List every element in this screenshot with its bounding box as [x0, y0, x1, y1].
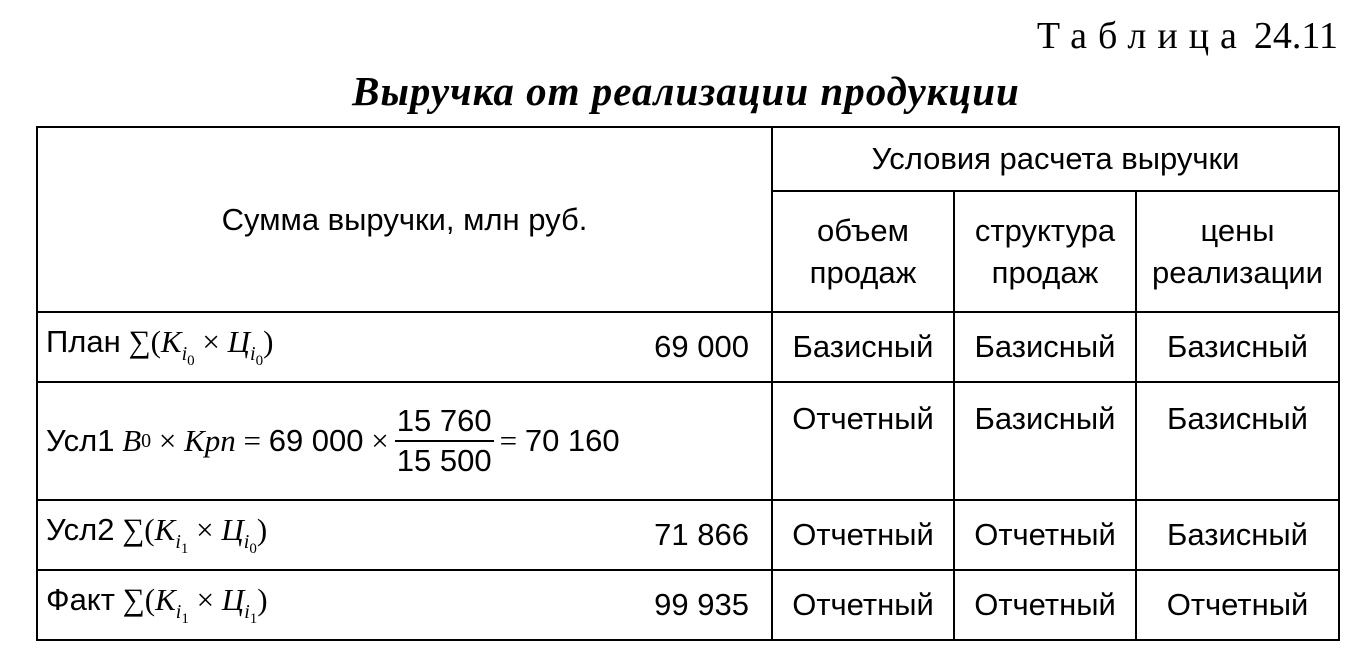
table-row-fact [37, 570, 1339, 640]
cell-fact-volume: Отчетный [772, 570, 954, 640]
cell-usl1-prices: Базисный [1136, 382, 1339, 500]
table-title: Выручка от реализации продукции [352, 68, 1020, 114]
header-structure: структура продаж [954, 191, 1136, 312]
table-word: Таблица [1036, 15, 1248, 57]
table-number: 24.11 [1253, 15, 1338, 57]
table-row-usl2 [37, 500, 1339, 570]
header-volume: объем продаж [772, 191, 954, 312]
cell-plan-prices: Базисный [1136, 312, 1339, 382]
cell-usl1-structure: Базисный [954, 382, 1136, 500]
row-amount-usl1: 70 160 [524, 423, 620, 458]
row-amount-usl2: 71 866 [654, 517, 749, 552]
cell-usl2-volume: Отчетный [772, 500, 954, 570]
table-row-plan [37, 312, 1339, 382]
table-row-usl1 [37, 382, 1339, 500]
cell-plan-volume: Базисный [772, 312, 954, 382]
cell-usl2-structure: Отчетный [954, 500, 1136, 570]
usl1-fraction: $\frac{15 760}{15 500}$ [396, 403, 492, 478]
cell-usl1-volume: Отчетный [772, 382, 954, 500]
cell-fact-prices: Отчетный [1136, 570, 1339, 640]
cell-plan-structure: Базисный [954, 312, 1136, 382]
header-conditions: Условия расчета выручки [772, 127, 1339, 191]
revenue-table [36, 126, 1340, 641]
row-label-usl2: Усл2 $\sum(K_{i_1} \times Ц_{i_0})$ 71 866 [37, 500, 772, 570]
usl1-formula: Усл1 B 0 × Крп = 69 000 × $\frac{15 760}{15 500}$ = 70 160 [46, 403, 620, 478]
row-amount-fact: 99 935 [654, 587, 749, 622]
header-prices: цены реализации [1136, 191, 1339, 312]
cell-fact-structure: Отчетный [954, 570, 1136, 640]
row-label-fact: Факт $\sum(K_{i_1} \times Ц_{i_1})$ 99 935 [37, 570, 772, 640]
cell-usl2-prices: Базисный [1136, 500, 1339, 570]
row-amount-plan: 69 000 [654, 329, 749, 364]
row-label-plan: План $\sum(K_{i_0} \times Ц_{i_0})$ 69 000 [37, 312, 772, 382]
table-number-label [1037, 14, 1338, 58]
header-amount: Сумма выручки, млн руб. [37, 127, 772, 312]
header-row-group [37, 127, 1339, 191]
row-label-usl1 [37, 382, 772, 500]
